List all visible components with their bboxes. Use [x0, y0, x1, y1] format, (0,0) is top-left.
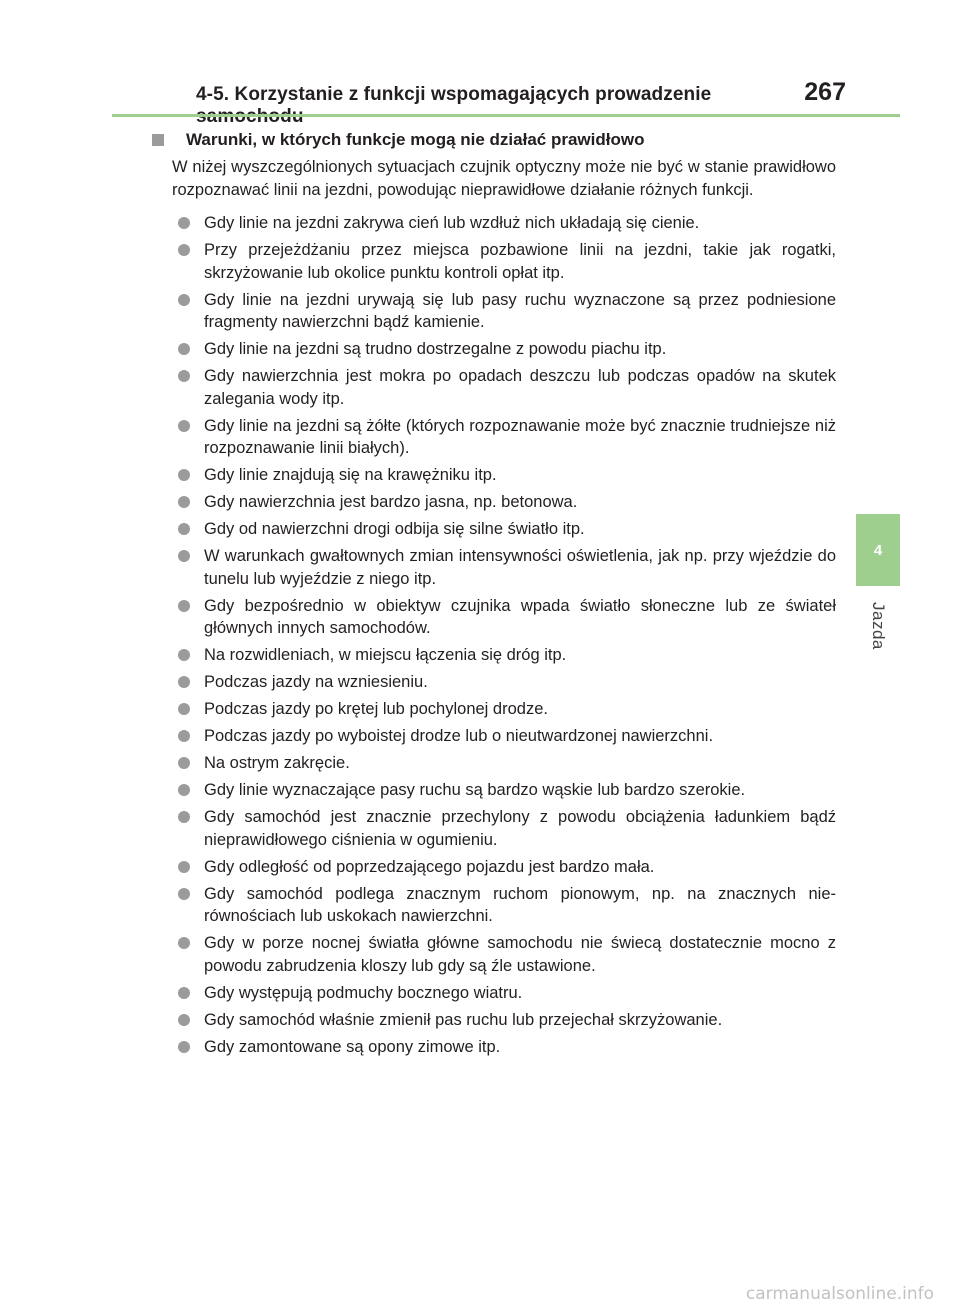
list-item-text: Gdy zamontowane są opony zimowe itp. — [204, 1037, 501, 1056]
round-bullet-icon — [178, 496, 190, 508]
list-item — [172, 415, 836, 460]
square-bullet-icon — [152, 134, 164, 146]
list-item — [172, 338, 836, 361]
list-item — [172, 1036, 836, 1059]
list-item — [172, 518, 836, 541]
list-item — [172, 856, 836, 879]
round-bullet-icon — [178, 784, 190, 796]
list-item-text: Podczas jazdy po wyboistej drodze lub o nieutwardzonej nawierzchni. — [204, 727, 714, 745]
section-heading — [152, 128, 836, 152]
list-item — [172, 595, 836, 640]
list-item — [172, 982, 836, 1005]
list-item — [172, 491, 836, 514]
list-item-text: Gdy linie na jezdni są trudno dostrzegalne z powodu piachu itp. — [204, 340, 667, 358]
list-item-text: Gdy nawierzchnia jest mokra po opadach deszczu lub podczas opadów na skutek zalegania wody itp. — [204, 367, 836, 408]
round-bullet-icon — [178, 469, 190, 481]
main-content — [152, 128, 836, 1063]
list-item — [172, 752, 836, 775]
list-item — [172, 671, 836, 694]
round-bullet-icon — [178, 703, 190, 715]
list-item-text: Na ostrym zakręcie. — [204, 754, 350, 772]
round-bullet-icon — [178, 757, 190, 769]
list-item — [172, 1009, 836, 1032]
chapter-tab-number: 4 — [873, 541, 883, 559]
round-bullet-icon — [178, 1014, 190, 1026]
list-item-text: Podczas jazdy po krętej lub pochylonej drodze. — [204, 700, 548, 718]
round-bullet-icon — [178, 420, 190, 432]
list-item — [172, 289, 836, 334]
list-item-text: Na rozwidleniach, w miejscu łączenia się dróg itp. — [204, 646, 567, 664]
list-item-text: Gdy bezpośrednio w obiektyw czujnika wpada światło słoneczne lub ze świateł głównych innych samochodów. — [204, 596, 836, 637]
round-bullet-icon — [178, 370, 190, 382]
section-heading-text: Warunki, w których funkcje mogą nie działać prawidłowo — [186, 130, 645, 149]
list-item-text: Gdy nawierzchnia jest bardzo jasna, np. betonowa. — [204, 493, 578, 511]
list-item — [172, 806, 836, 851]
round-bullet-icon — [178, 217, 190, 229]
list-item — [172, 725, 836, 748]
chapter-tab[interactable] — [856, 514, 900, 586]
list-item-text: Przy przejeżdżaniu przez miejsca pozbawione linii na jezdni, takie jak rogatki, skrzyżowanie lub okolice punktu kontroli opłat itp. — [204, 241, 836, 282]
list-item-text: Gdy samochód właśnie zmienił pas ruchu lub przejechał skrzyżowanie. — [204, 1010, 723, 1029]
page-number: 267 — [804, 78, 846, 106]
list-item-text: Gdy samochód jest znacznie przechylony z powodu obciążenia ładunkiem bądź nieprawidłowego ciśnienia w ogumieniu. — [204, 808, 836, 849]
list-item — [172, 932, 836, 977]
section-intro: W niżej wyszczególnionych sytuacjach czujnik optyczny może nie być w stanie prawidłowo rozpoznawać linii na jezdni, powodując nieprawidłowe działanie różnych funkcji. — [172, 158, 836, 199]
header-rule — [112, 114, 900, 117]
round-bullet-icon — [178, 811, 190, 823]
list-item-text: Gdy linie na jezdni urywają się lub pasy ruchu wyznaczone są przez podniesione fragmenty nawierzchni bądź kamienie. — [204, 290, 836, 331]
round-bullet-icon — [178, 937, 190, 949]
list-item-text: Gdy występują podmuchy bocznego wiatru. — [204, 983, 523, 1002]
list-item — [172, 698, 836, 721]
list-item-text: Gdy od nawierzchni drogi odbija się silne światło itp. — [204, 520, 585, 538]
list-item-text: Podczas jazdy na wzniesieniu. — [204, 673, 428, 691]
list-item-text: Gdy linie na jezdni zakrywa cień lub wzdłuż nich układają się cienie. — [204, 214, 700, 232]
condition-list — [172, 212, 836, 1058]
round-bullet-icon — [178, 676, 190, 688]
list-item — [172, 883, 836, 928]
list-item-text: Gdy w porze nocnej światła główne samochodu nie świecą dostatecznie mocno z powodu zabrudzenia kloszy lub gdy są źle ustawione. — [204, 934, 836, 975]
round-bullet-icon — [178, 550, 190, 562]
round-bullet-icon — [178, 294, 190, 306]
list-item-text: Gdy odległość od poprzedzającego pojazdu jest bardzo mała. — [204, 857, 655, 876]
round-bullet-icon — [178, 861, 190, 873]
site-watermark: carmanualsonline.info — [745, 1284, 934, 1304]
round-bullet-icon — [178, 244, 190, 256]
round-bullet-icon — [178, 343, 190, 355]
round-bullet-icon — [178, 523, 190, 535]
list-item-text: W warunkach gwałtownych zmian intensywności oświetlenia, jak np. przy wjeździe do tunelu lub wyjeździe z niego itp. — [204, 547, 836, 588]
list-item-text: Gdy linie znajdują się na krawężniku itp. — [204, 466, 497, 484]
chapter-tab-label-text: Jazda — [869, 602, 888, 650]
list-item — [172, 239, 836, 284]
round-bullet-icon — [178, 600, 190, 612]
page-header — [196, 78, 846, 128]
round-bullet-icon — [178, 987, 190, 999]
chapter-tab-label — [860, 596, 896, 656]
chapter-title: 4-5. Korzystanie z funkcji wspomagających prowadzenie — [196, 84, 712, 105]
round-bullet-icon — [178, 730, 190, 742]
list-item — [172, 464, 836, 487]
list-item-text: Gdy samochód podlega znacznym ruchom pionowym, np. na znacznych nierównościach lub uskokach nawierzchni. — [204, 884, 836, 925]
round-bullet-icon — [178, 1041, 190, 1053]
list-item — [172, 779, 836, 802]
list-item-text: Gdy linie na jezdni są żółte (których rozpoznawanie może być znacznie trudniejsze niż rozpoznawanie linii białych). — [204, 416, 836, 457]
round-bullet-icon — [178, 888, 190, 900]
round-bullet-icon — [178, 649, 190, 661]
list-item-text: Gdy linie wyznaczające pasy ruchu są bardzo wąskie lub bardzo szerokie. — [204, 781, 746, 799]
list-item — [172, 644, 836, 667]
list-item — [172, 212, 836, 235]
list-item — [172, 365, 836, 410]
list-item — [172, 545, 836, 590]
